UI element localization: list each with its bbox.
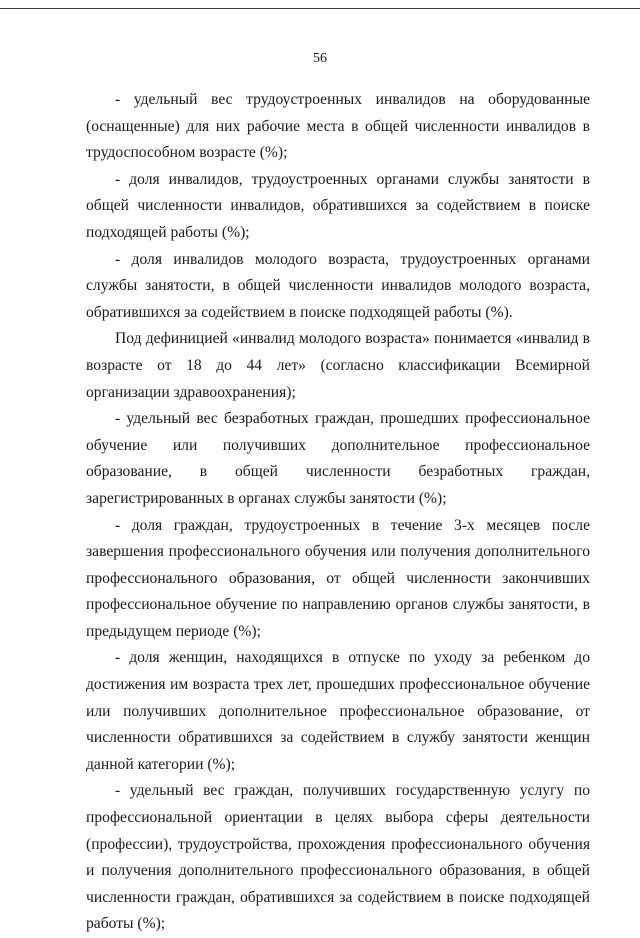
paragraph-women-parental-leave-training: - доля женщин, находящихся в отпуске по уходу за ребенком до достижения им возраста трех лет, прошедших профессиональное обучение или получивших дополнительное профессиональное образование, от численности обратившихся за содействием в службу занятости женщин данной категории (%); [86,649,590,773]
paragraph-disabled-employed-share: - доля инвалидов, трудоустроенных органами службы занятости в общей численности инвалидов, обратившихся за содействием в поиске подходящей работы (%); [86,170,590,241]
paragraph-young-disabled-employed-share: - доля инвалидов молодого возраста, трудоустроенных органами службы занятости, в общей численности инвалидов молодого возраста, обратившихся за содействием в поиске подходящей работы (%). [86,250,590,321]
paragraph-career-guidance-share: - удельный вес граждан, получивших государственную услугу по профессиональной ориентации в целях выбора сферы деятельности (профессии), трудоустройства, прохождения профессионального обучения и получения дополнительного профессионального образования, в общей численности граждан, обратившихся за содействием в поиске подходящей работы (%); [86,782,590,933]
paragraph-employed-after-training-share: - доля граждан, трудоустроенных в течение 3-х месяцев после завершения профессионального обучения или получения дополнительного профессионального образования, от общей численности закончивших профессиональное обучение по направлению органов службы занятости, в предыдущем периоде (%); [86,516,590,640]
paragraph-unemployed-training-share: - удельный вес безработных граждан, прошедших профессиональное обучение или получивших дополнительное профессиональное образование, в общей численности безработных граждан, зарегистрированных в органах службы занятости (%); [86,410,590,507]
page-number: 56 [313,51,327,66]
header-rule [0,8,640,9]
paragraph-disabled-equipped-workplaces: - удельный вес трудоустроенных инвалидов на оборудованные (оснащенные) для них рабочие места в общей численности инвалидов в трудоспособном возрасте (%); [86,91,590,162]
paragraph-young-disabled-definition: Под дефиницией «инвалид молодого возраста» понимается «инвалид в возрасте от 18 до 44 лет» (согласно классификации Всемирной организации здравоохранения); [86,330,590,401]
document-body [86,87,590,938]
